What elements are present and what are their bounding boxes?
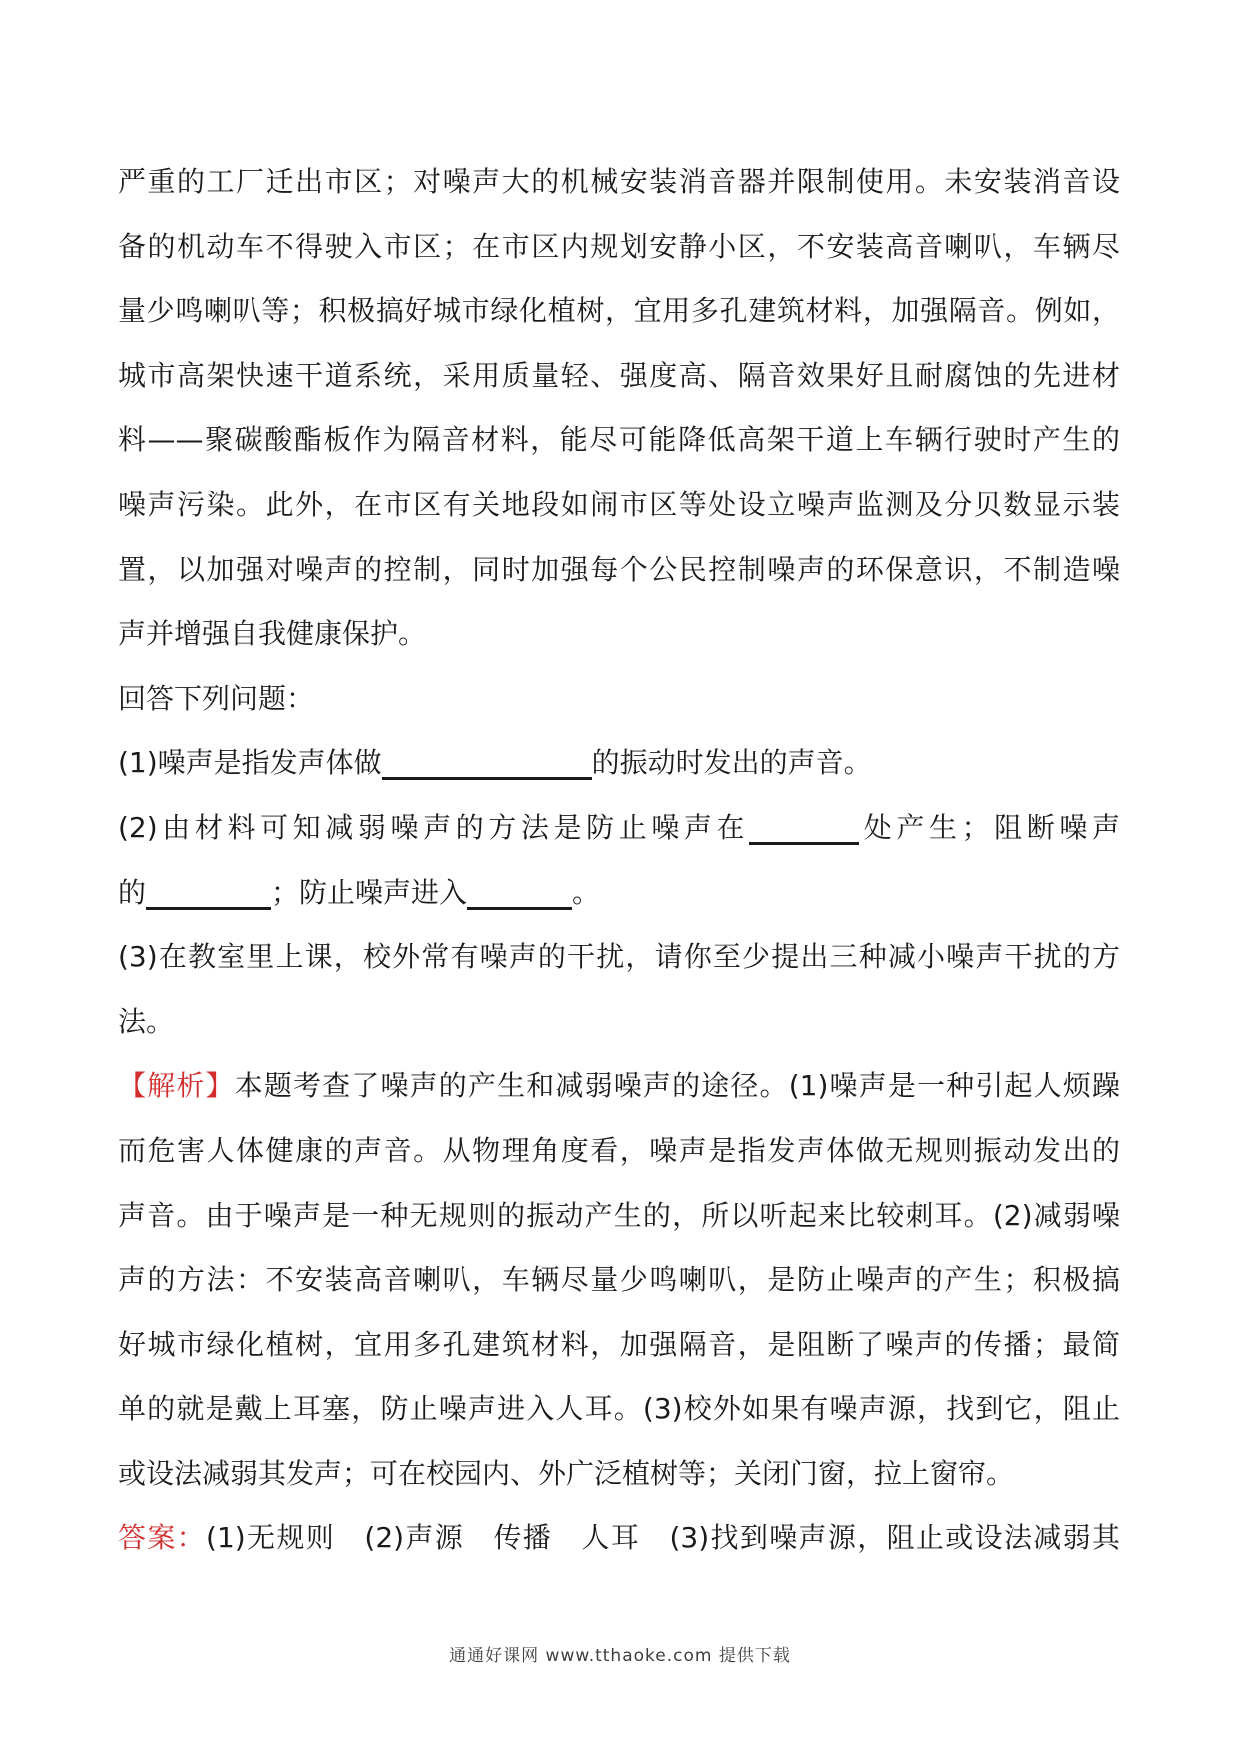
text-segment: 回答下列问题： [118,681,315,715]
text-line [118,1442,1120,1507]
text-line [118,473,1120,538]
text-segment: 量少鸣喇叭等；积极搞好城市绿化植树，宜用多孔建筑材料，加强隔音。例如， [118,294,1120,328]
text-segment: 声音。由于噪声是一种无规则的振动产生的，所以听起来比较刺耳。(2)减弱噪 [118,1198,1120,1232]
answer-blank [467,881,572,910]
text-line [118,1377,1120,1442]
text-line [118,1506,1120,1571]
text-segment: 本题考查了噪声的产生和减弱噪声的途径。(1)噪声是一种引起人烦躁 [234,1069,1120,1103]
highlight-label: 【解析】 [118,1069,235,1103]
answer-blank [146,881,271,910]
footer-note: 通通好课网 www.tthaoke.com 提供下载 [449,1646,791,1666]
text-line [118,1313,1120,1378]
text-line [118,408,1120,473]
text-segment: 噪声污染。此外，在市区有关地段如闹市区等处设立噪声监测及分贝数显示装 [118,487,1120,521]
highlight-label: 答案： [118,1521,207,1555]
text-line [118,150,1120,215]
document-content [118,150,1120,1571]
text-segment: 好城市绿化植树，宜用多孔建筑材料，加强隔音，是阻断了噪声的传播；最简 [118,1327,1120,1361]
text-line [118,602,1120,667]
text-segment: (2)由材料可知减弱噪声的方法是防止噪声在 [118,810,750,844]
text-segment: 的 [118,875,147,909]
text-segment: 城市高架快速干道系统，采用质量轻、强度高、隔音效果好且耐腐蚀的先进材 [118,358,1120,392]
text-segment: 或设法减弱其发声；可在校园内、外广泛植树等；关闭门窗，拉上窗帘。 [118,1456,1015,1490]
text-line [118,796,1120,861]
text-segment: 。 [572,875,601,909]
text-line [118,1184,1120,1249]
text-line [118,925,1120,990]
text-line [118,667,1120,732]
answer-blank [749,816,859,845]
text-segment: ；防止噪声进入 [271,875,468,909]
answer-blank [382,751,592,780]
text-segment: 置，以加强对噪声的控制，同时加强每个公民控制噪声的环保意识，不制造噪 [118,552,1120,586]
text-line [118,344,1120,409]
text-line [118,1248,1120,1313]
text-segment: 声的方法：不安装高音喇叭，车辆尽量少鸣喇叭，是防止噪声的产生；积极搞 [118,1263,1120,1297]
text-segment: 料——聚碳酸酯板作为隔音材料，能尽可能降低高架干道上车辆行驶时产生的 [118,423,1120,457]
text-segment: 的振动时发出的声音。 [591,746,872,780]
text-line [118,861,1120,926]
text-segment: 处产生；阻断噪声 [859,810,1120,844]
text-segment: 备的机动车不得驶入市区；在市区内规划安静小区，不安装高音喇叭，车辆尽 [118,229,1120,263]
text-line [118,731,1120,796]
text-line [118,279,1120,344]
text-segment: 单的就是戴上耳塞，防止噪声进入人耳。(3)校外如果有噪声源，找到它，阻止 [118,1392,1120,1426]
text-segment: (1)无规则 (2)声源 传播 人耳 (3)找到噪声源，阻止或设法减弱其 [206,1521,1120,1555]
text-segment: 而危害人体健康的声音。从物理角度看，噪声是指发声体做无规则振动发出的 [118,1133,1120,1167]
text-segment: 声并增强自我健康保护。 [118,617,427,651]
text-line [118,1119,1120,1184]
text-segment: (1)噪声是指发声体做 [118,746,382,780]
text-line [118,215,1120,280]
text-segment: (3)在教室里上课，校外常有噪声的干扰，请你至少提出三种减小噪声干扰的方 [118,940,1120,974]
text-segment: 严重的工厂迁出市区；对噪声大的机械安装消音器并限制使用。未安装消音设 [118,165,1120,198]
text-line [118,1054,1120,1119]
text-line [118,990,1120,1055]
text-line [118,538,1120,603]
text-segment: 法。 [118,1004,175,1038]
